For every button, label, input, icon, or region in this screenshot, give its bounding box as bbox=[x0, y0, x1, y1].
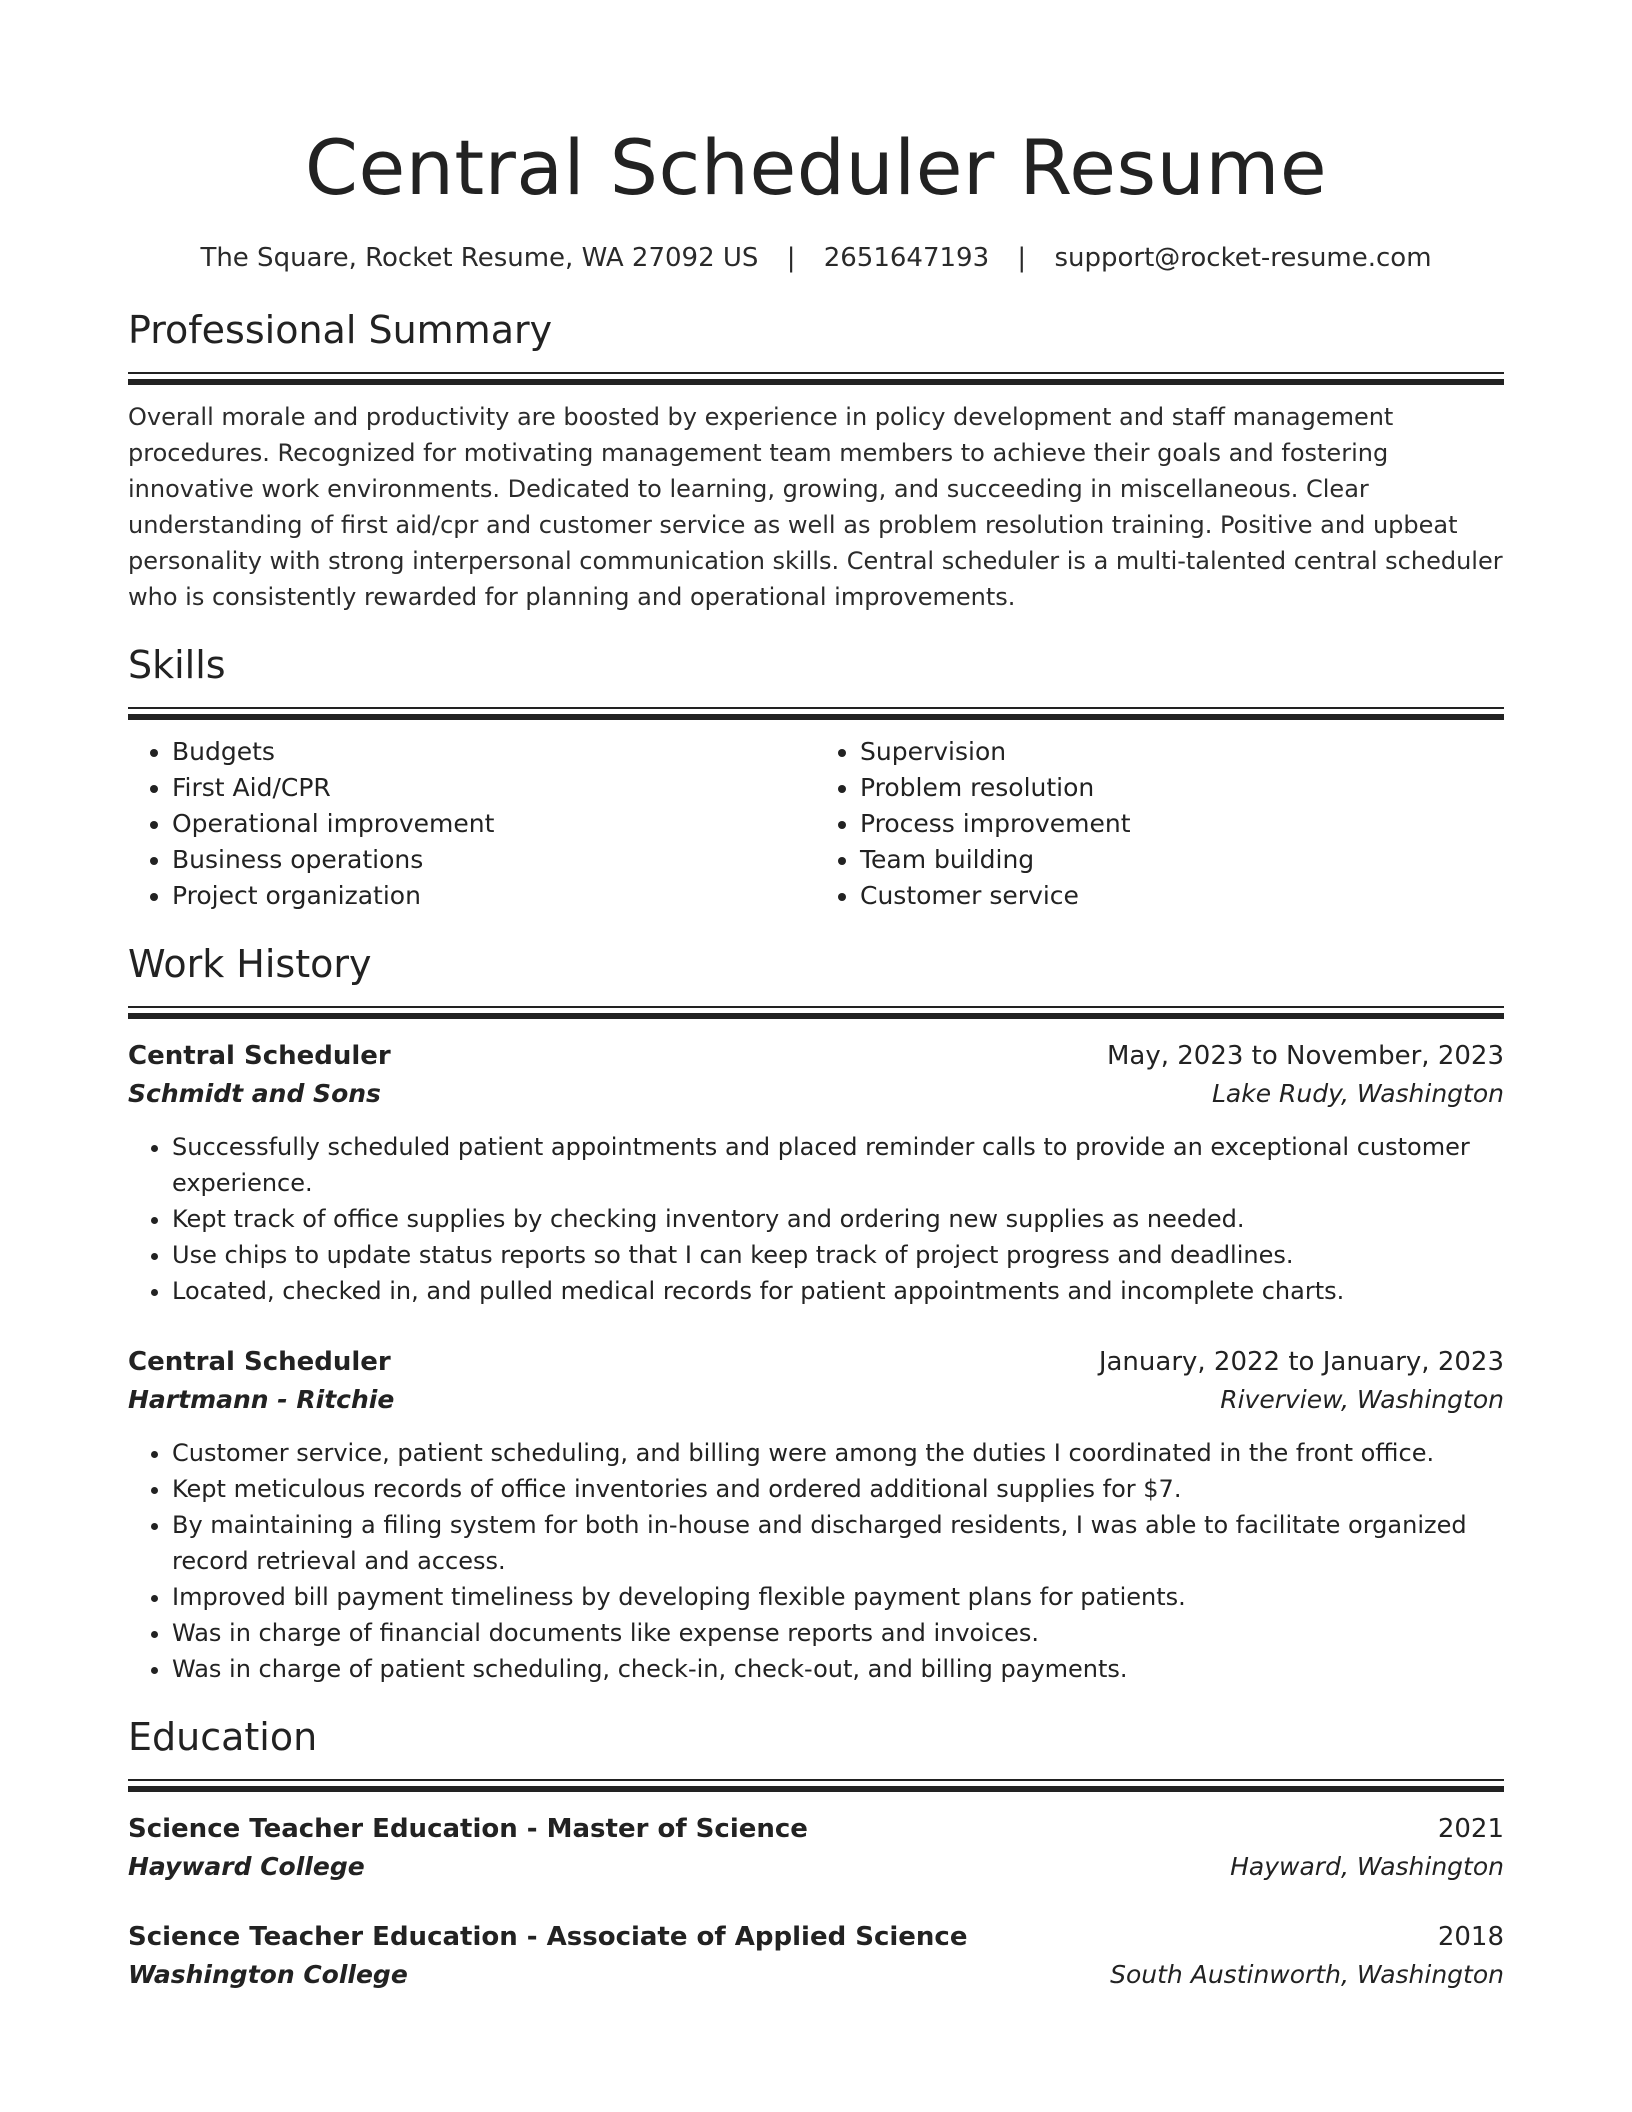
contact-email: support@rocket-resume.com bbox=[1054, 243, 1432, 273]
contact-phone: 2651647193 bbox=[823, 243, 990, 273]
work-heading: Work History bbox=[128, 942, 372, 986]
job-bullet: • Kept track of office supplies by checking inventory and ordering new supplies as needed. bbox=[172, 1201, 1504, 1237]
section-divider bbox=[128, 1779, 1504, 1792]
job-bullets bbox=[128, 1129, 1504, 1309]
job-company: Hartmann - Ritchie bbox=[128, 1385, 395, 1414]
education-year: 2018 bbox=[1437, 1922, 1504, 1952]
education-school: Hayward College bbox=[128, 1852, 365, 1881]
skill-item: • Budgets bbox=[172, 734, 816, 770]
skills-list bbox=[128, 734, 1504, 914]
skill-item: • Problem resolution bbox=[860, 770, 1504, 806]
education-heading: Education bbox=[128, 1715, 318, 1759]
work-section bbox=[128, 940, 1504, 1687]
job-subheader bbox=[128, 1075, 1504, 1113]
education-section bbox=[128, 1713, 1504, 1994]
job-header bbox=[128, 1343, 1504, 1381]
summary-section bbox=[128, 306, 1504, 615]
skill-item: • Team building bbox=[860, 842, 1504, 878]
education-header bbox=[128, 1810, 1504, 1848]
education-subheader bbox=[128, 1956, 1504, 1994]
job-bullets bbox=[128, 1435, 1504, 1687]
summary-text: Overall morale and productivity are boosted by experience in policy development and staff management procedures. Recognized for motivating management team members to achieve their goals and fostering innovative work environments. Dedicated to learning, growing, and succeeding in miscellaneous. Clear understanding of first aid/cpr and customer service as well as problem resolution training. Positive and upbeat personality with strong interpersonal communication skills. Central scheduler is a multi-talented central scheduler who is consistently rewarded for planning and operational improvements. bbox=[128, 403, 1503, 611]
skill-item: • Customer service bbox=[860, 878, 1504, 914]
contact-separator: | bbox=[1017, 243, 1027, 273]
skill-item: • Business operations bbox=[172, 842, 816, 878]
contact-address: The Square, Rocket Resume, WA 27092 US bbox=[200, 243, 759, 273]
job-bullet: • By maintaining a filing system for both in-house and discharged residents, I was able to facilitate organized record retrieval and access. bbox=[172, 1507, 1504, 1579]
summary-heading: Professional Summary bbox=[128, 308, 553, 352]
education-subheader bbox=[128, 1848, 1504, 1886]
job-entry bbox=[128, 1037, 1504, 1309]
contact-line bbox=[128, 240, 1504, 276]
section-divider bbox=[128, 1006, 1504, 1019]
job-bullet: • Kept meticulous records of office inventories and ordered additional supplies for $7. bbox=[172, 1471, 1504, 1507]
skill-item: • Supervision bbox=[860, 734, 1504, 770]
job-bullet: • Successfully scheduled patient appointments and placed reminder calls to provide an exceptional customer experience. bbox=[172, 1129, 1504, 1201]
skill-item: • First Aid/CPR bbox=[172, 770, 816, 806]
education-entry bbox=[128, 1810, 1504, 1886]
job-dates: May, 2023 to November, 2023 bbox=[1106, 1041, 1504, 1071]
education-degree: Science Teacher Education - Master of Science bbox=[128, 1814, 808, 1844]
job-bullet: • Customer service, patient scheduling, and billing were among the duties I coordinated in the front office. bbox=[172, 1435, 1504, 1471]
job-bullet: • Was in charge of patient scheduling, check-in, check-out, and billing payments. bbox=[172, 1651, 1504, 1687]
job-bullet: • Improved bill payment timeliness by developing flexible payment plans for patients. bbox=[172, 1579, 1504, 1615]
job-title: Central Scheduler bbox=[128, 1041, 391, 1071]
job-bullet: • Located, checked in, and pulled medical records for patient appointments and incomplete charts. bbox=[172, 1273, 1504, 1309]
job-dates: January, 2022 to January, 2023 bbox=[1098, 1347, 1504, 1377]
education-header bbox=[128, 1918, 1504, 1956]
skills-column-right bbox=[816, 734, 1504, 914]
skill-item: • Process improvement bbox=[860, 806, 1504, 842]
job-subheader bbox=[128, 1381, 1504, 1419]
education-location: Hayward, Washington bbox=[1230, 1852, 1504, 1881]
job-header bbox=[128, 1037, 1504, 1075]
job-bullet: • Was in charge of financial documents like expense reports and invoices. bbox=[172, 1615, 1504, 1651]
contact-separator: | bbox=[786, 243, 796, 273]
section-divider bbox=[128, 707, 1504, 720]
job-title: Central Scheduler bbox=[128, 1347, 391, 1377]
job-bullet: • Use chips to update status reports so that I can keep track of project progress and deadlines. bbox=[172, 1237, 1504, 1273]
skill-item: • Project organization bbox=[172, 878, 816, 914]
education-location: South Austinworth, Washington bbox=[1110, 1960, 1504, 1989]
resume-title: Central Scheduler Resume bbox=[304, 123, 1328, 212]
education-year: 2021 bbox=[1437, 1814, 1504, 1844]
skills-section bbox=[128, 641, 1504, 914]
education-degree: Science Teacher Education - Associate of Applied Science bbox=[128, 1922, 968, 1952]
skill-item: • Operational improvement bbox=[172, 806, 816, 842]
job-location: Riverview, Washington bbox=[1220, 1385, 1504, 1414]
skills-column-left bbox=[128, 734, 816, 914]
job-location: Lake Rudy, Washington bbox=[1211, 1079, 1504, 1108]
job-company: Schmidt and Sons bbox=[128, 1079, 381, 1108]
education-school: Washington College bbox=[128, 1960, 408, 1989]
education-entry bbox=[128, 1918, 1504, 1994]
section-divider bbox=[128, 372, 1504, 385]
skills-heading: Skills bbox=[128, 643, 226, 687]
job-entry bbox=[128, 1343, 1504, 1687]
